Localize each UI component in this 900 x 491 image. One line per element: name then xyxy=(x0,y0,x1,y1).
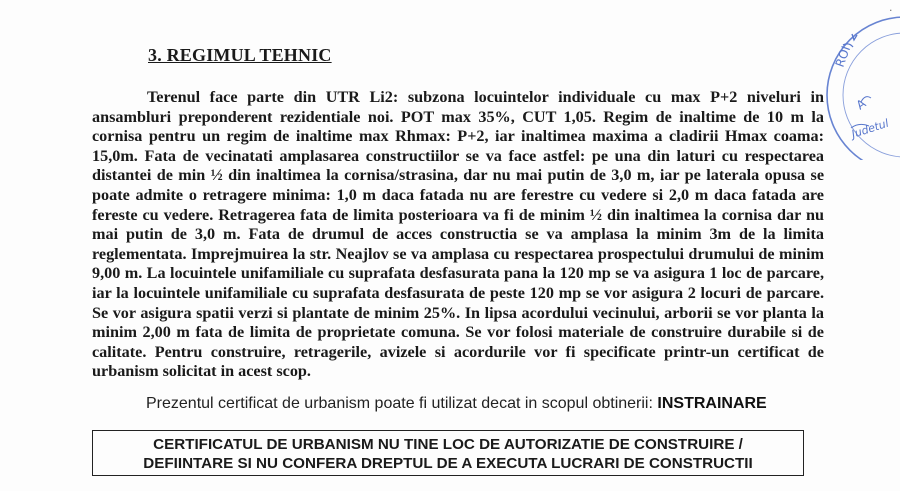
notice-box xyxy=(92,430,804,476)
notice-line-1: CERTIFICATUL DE URBANISM NU TINE LOC DE AUTORIZATIE DE CONSTRUIRE / xyxy=(153,436,743,453)
corner-mark: · xyxy=(889,4,893,17)
purpose-statement xyxy=(146,395,767,413)
official-stamp xyxy=(805,0,900,160)
stamp-text-side: Judetul xyxy=(849,116,891,141)
purpose-value: INSTRAINARE xyxy=(657,395,767,412)
stamp-graphic xyxy=(805,0,900,160)
technical-regime-paragraph: Terenul face parte din UTR Li2: subzona locuintelor individuale cu max P+2 niveluri in ansambluri preponderent rezidentiale noi. POT max 35%, CUT 1,05. Regim de inaltime de 10 m la cornisa pentru un regim de inaltime max Rhmax: P+2, iar inaltimea maxima a cladirii Hmax coama: 15,0m. Fata de vecinatati amplasarea constructiilor se va face astfel: pe una din laturi cu respectarea distantei de min ½ din inaltimea la cornisa/strasina, dar nu mai putin de 3,0 m, iar pe laterala opusa se poate admite o retragere minima: 1,0 m daca fatada nu are ferestre cu vedere si 2,0 m daca fatada are fereste cu vedere. Retragerea fata de limita posterioara va fi de minim ½ din inaltimea la cornisa dar nu mai putin de 3,0 m. Fata de drumul de acces constructia se va amplasa la minim 3m de la limita reglementata. Imprejmuirea la str. Neajlov se va amplasa cu respectarea prospectului drumului de minim 9,00 m. La locuintele unifamiliale cu suprafata desfasurata pana la 120 mp se va asigura 1 loc de parcare, iar la locuintele unifamiliale cu suprafata desfasurata de peste 120 mp se vor asigura 2 locuri de parcare. Se vor asigura spatii verzi si plantate de minim 25%. In lipsa acordului vecinului, arborii se vor planta la minim 2,00 m fata de limita de proprietate comuna. Se vor folosi materiale de construire durabile si de calitate. Pentru construire, retragerile, avizele si acordurile vor fi specificate printr-un certificat de urbanism solicitat in acest scop. xyxy=(92,88,824,381)
section-title: 3. REGIMUL TEHNIC xyxy=(148,45,332,65)
stamp-text-top: ROI xyxy=(832,44,854,70)
stamp-letter: A xyxy=(853,96,869,113)
purpose-prefix: Prezentul certificat de urbanism poate fi utilizat decat in scopul obtinerii: xyxy=(146,395,653,412)
notice-line-2: DEFIINTARE SI NU CONFERA DREPTUL DE A EXECUTA LUCRARI DE CONSTRUCTII xyxy=(143,455,753,472)
